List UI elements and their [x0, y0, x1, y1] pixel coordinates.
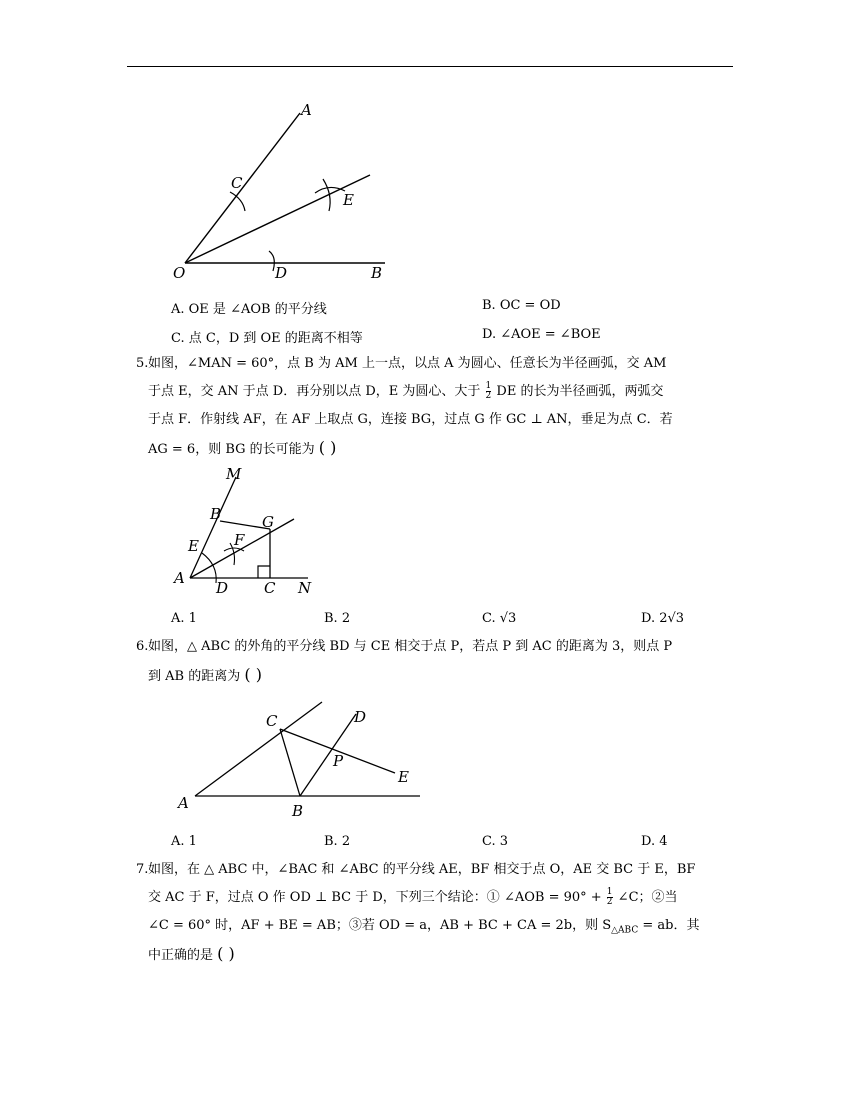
- ray-am: [190, 477, 236, 578]
- q7-line-4: 中正确的是 ( ): [148, 944, 235, 963]
- answer-blank: ( ): [244, 665, 262, 684]
- q6-line-2: 到 AB 的距离为 ( ): [148, 665, 262, 684]
- q6-option-d: D. 4: [641, 834, 668, 849]
- q5-line-1: 如图，∠MAN = 60°，点 B 为 AM 上一点，以点 A 为圆心、任意长为半径画弧，交 AM: [148, 356, 667, 371]
- label-e: E: [398, 768, 409, 786]
- label-m: M: [226, 465, 242, 483]
- q6-figure: [170, 698, 430, 823]
- q6-option-b: B. 2: [324, 834, 351, 849]
- q4-option-c: C. 点 C，D 到 OE 的距离不相等: [171, 331, 363, 346]
- q7-line-1: 如图，在 △ ABC 中，∠BAC 和 ∠ABC 的平分线 AE，BF 相交于点 O，AE 交 BC 于 E，BF: [148, 862, 696, 877]
- q5-option-c: C. √3: [482, 611, 517, 626]
- label-d: D: [216, 579, 229, 597]
- label-b: B: [371, 264, 383, 282]
- q5-line-4: AG = 6，则 BG 的长可能为 ( ): [148, 438, 337, 457]
- q4-option-b: B. OC = OD: [482, 298, 561, 313]
- question-7: [136, 856, 740, 968]
- label-d: D: [275, 264, 288, 282]
- q4-option-d: D. ∠AOE = ∠BOE: [482, 327, 601, 342]
- ray-oa: [185, 113, 300, 263]
- arc-d: [269, 251, 274, 271]
- label-d: D: [354, 708, 367, 726]
- label-a: A: [174, 569, 185, 587]
- segment-cb: [280, 729, 300, 796]
- page-header-rule: [127, 66, 733, 67]
- fraction: $\frac{1}{2}$: [606, 887, 613, 907]
- q5-line-2: [148, 378, 740, 406]
- answer-blank: ( ): [318, 438, 337, 457]
- ray-oe: [185, 175, 370, 263]
- q5-option-d: D. 2√3: [641, 611, 685, 626]
- q7-line-3: ∠C = 60° 时，AF + BE = AB；③若 OD = a，AB + BC + CA = 2b，则 $S_{\triangle ABC}$ = ab．其: [148, 918, 700, 936]
- q5-line-2a: 于点 E，交 AN 于点 D．再分别以点 D，E 为圆心、大于: [148, 384, 481, 399]
- question-number: 6.: [136, 639, 149, 654]
- label-c: C: [266, 712, 278, 730]
- q5-option-b: B. 2: [324, 611, 351, 626]
- q5-figure: [168, 465, 318, 600]
- q7-line-2: 交 AC 于 F，过点 O 作 OD ⊥ BC 于 D，下列三个结论：① ∠AOB = 90° + $\frac{1}{2}$ ∠C；②当: [148, 887, 678, 907]
- q4-option-a: A. OE 是 ∠AOB 的平分线: [171, 302, 327, 317]
- right-angle-mark: [258, 566, 270, 578]
- q6-option-c: C. 3: [482, 834, 509, 849]
- label-a: A: [301, 101, 312, 119]
- label-o: O: [173, 264, 186, 282]
- label-n: N: [298, 579, 312, 597]
- label-c: C: [231, 174, 243, 192]
- segment-ac-ext: [195, 702, 322, 796]
- question-6: [136, 633, 740, 689]
- question-number: 5.: [136, 356, 149, 371]
- q5-line-3: 于点 F．作射线 AF，在 AF 上取点 G，连接 BG，过点 G 作 GC ⊥ AN，垂足为点 C．若: [148, 412, 673, 427]
- q5-line-2b: DE 的长为半径画弧，两弧交: [496, 384, 664, 399]
- label-c: C: [264, 579, 276, 597]
- q4-figure: [165, 95, 400, 285]
- fraction: $\frac{1}{2}$: [485, 381, 492, 401]
- question-number: 7.: [136, 862, 149, 877]
- label-g: G: [262, 513, 274, 531]
- label-b: B: [210, 505, 222, 523]
- subscript: △ABC: [611, 925, 639, 936]
- answer-blank: ( ): [217, 944, 235, 963]
- label-f: F: [234, 531, 245, 549]
- q5-option-a: A. 1: [171, 611, 197, 626]
- question-5: [136, 350, 740, 462]
- q6-line-1: 如图，△ ABC 的外角的平分线 BD 与 CE 相交于点 P，若点 P 到 AC 的距离为 3，则点 P: [148, 639, 673, 654]
- label-e: E: [188, 537, 199, 555]
- label-e: E: [343, 191, 354, 209]
- label-b: B: [292, 802, 304, 820]
- q6-option-a: A. 1: [171, 834, 197, 849]
- label-a: A: [178, 794, 189, 812]
- label-p: P: [333, 752, 344, 770]
